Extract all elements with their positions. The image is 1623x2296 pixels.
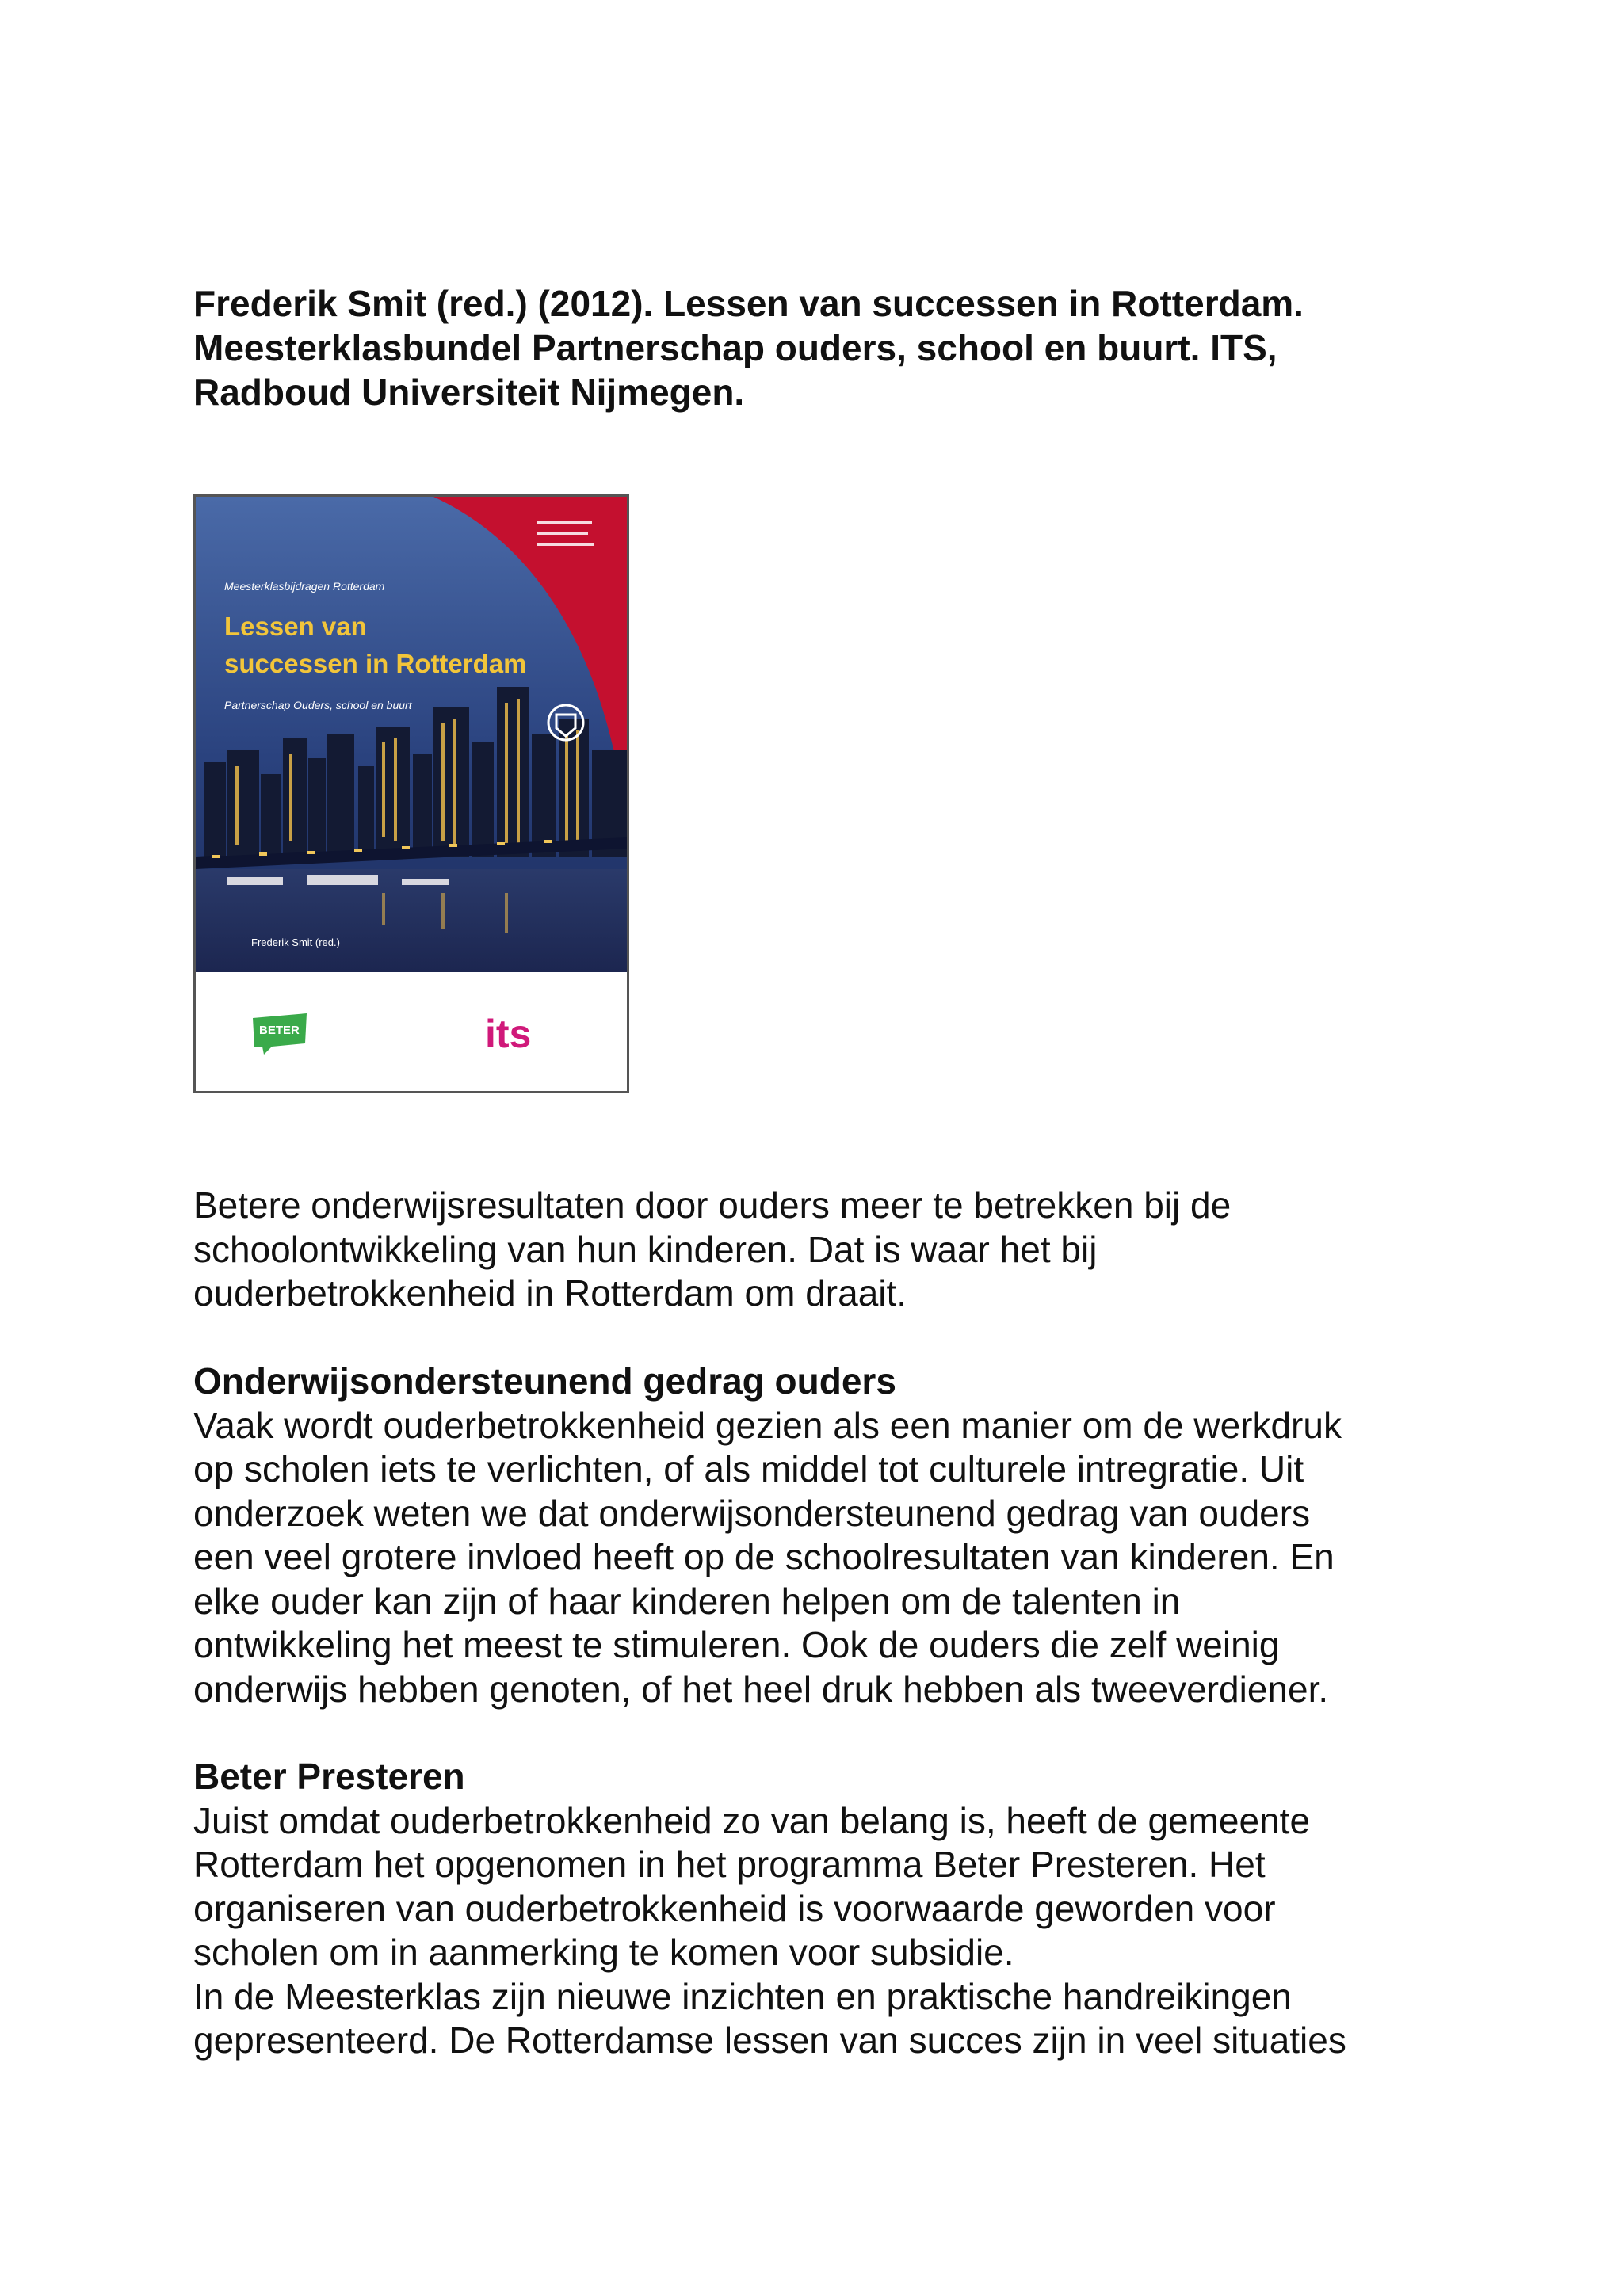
text-line: scholen om in aanmerking te komen voor subsidie.	[193, 1932, 1014, 1973]
text-line: Vaak wordt ouderbetrokkenheid gezien als een manier om de werkdruk	[193, 1404, 1342, 1446]
text-line: organiseren van ouderbetrokkenheid is voorwaarde geworden voor	[193, 1887, 1276, 1929]
text-line: onderzoek weten we dat onderwijsondersteunend gedrag van ouders	[193, 1492, 1311, 1534]
text-line: Betere onderwijsresultaten door ouders meer te betrekken bij de	[193, 1184, 1232, 1226]
text-line: schoolontwikkeling van hun kinderen. Dat is waar het bij	[193, 1228, 1098, 1270]
text-line: een veel grotere invloed heeft op de schoolresultaten van kinderen. En	[193, 1536, 1335, 1577]
text-line: op scholen iets te verlichten, of als middel tot culturele intregratie. Uit	[193, 1448, 1304, 1489]
section-onderwijsondersteunend	[193, 1360, 1461, 1711]
cover-series: Meesterklasbijdragen Rotterdam	[224, 580, 385, 593]
text-line: ouderbetrokkenheid in Rotterdam om draait.	[193, 1272, 907, 1314]
text-line: elke ouder kan zijn of haar kinderen helpen om de talenten in	[193, 1580, 1181, 1622]
book-cover-image	[193, 494, 629, 1093]
section-beter-presteren	[193, 1755, 1461, 2063]
cover-title-line2: successen in Rotterdam	[224, 649, 527, 678]
text-line: ontwikkeling het meest te stimuleren. Ook de ouders die zelf weinig	[193, 1624, 1280, 1665]
text-line: gepresenteerd. De Rotterdamse lessen van succes zijn in veel situaties	[193, 2019, 1346, 2061]
citation-line: Radboud Universiteit Nijmegen.	[193, 372, 745, 413]
section-heading: Beter Presteren	[193, 1756, 465, 1797]
its-logo: its	[485, 1012, 532, 1056]
text-line: onderwijs hebben genoten, of het heel druk hebben als tweeverdiener.	[193, 1668, 1329, 1710]
citation	[193, 281, 1430, 414]
cover-subtitle: Partnerschap Ouders, school en buurt	[224, 699, 412, 711]
citation-line: Meesterklasbundel Partnerschap ouders, school en buurt. ITS,	[193, 327, 1277, 368]
citation-line: Frederik Smit (red.) (2012). Lessen van successen in Rotterdam.	[193, 283, 1304, 324]
intro-paragraph	[193, 1184, 1461, 1316]
text-line: In de Meesterklas zijn nieuwe inzichten en praktische handreikingen	[193, 1975, 1292, 2017]
section-heading: Onderwijsondersteunend gedrag ouders	[193, 1360, 896, 1402]
cover-title-line1: Lessen van	[224, 612, 367, 641]
text-line: Rotterdam het opgenomen in het programma Beter Presteren. Het	[193, 1844, 1266, 1885]
cover-author: Frederik Smit (red.)	[251, 936, 340, 948]
beter-logo-text: BETER	[259, 1024, 300, 1037]
text-line: Juist omdat ouderbetrokkenheid zo van belang is, heeft de gemeente	[193, 1799, 1311, 1841]
